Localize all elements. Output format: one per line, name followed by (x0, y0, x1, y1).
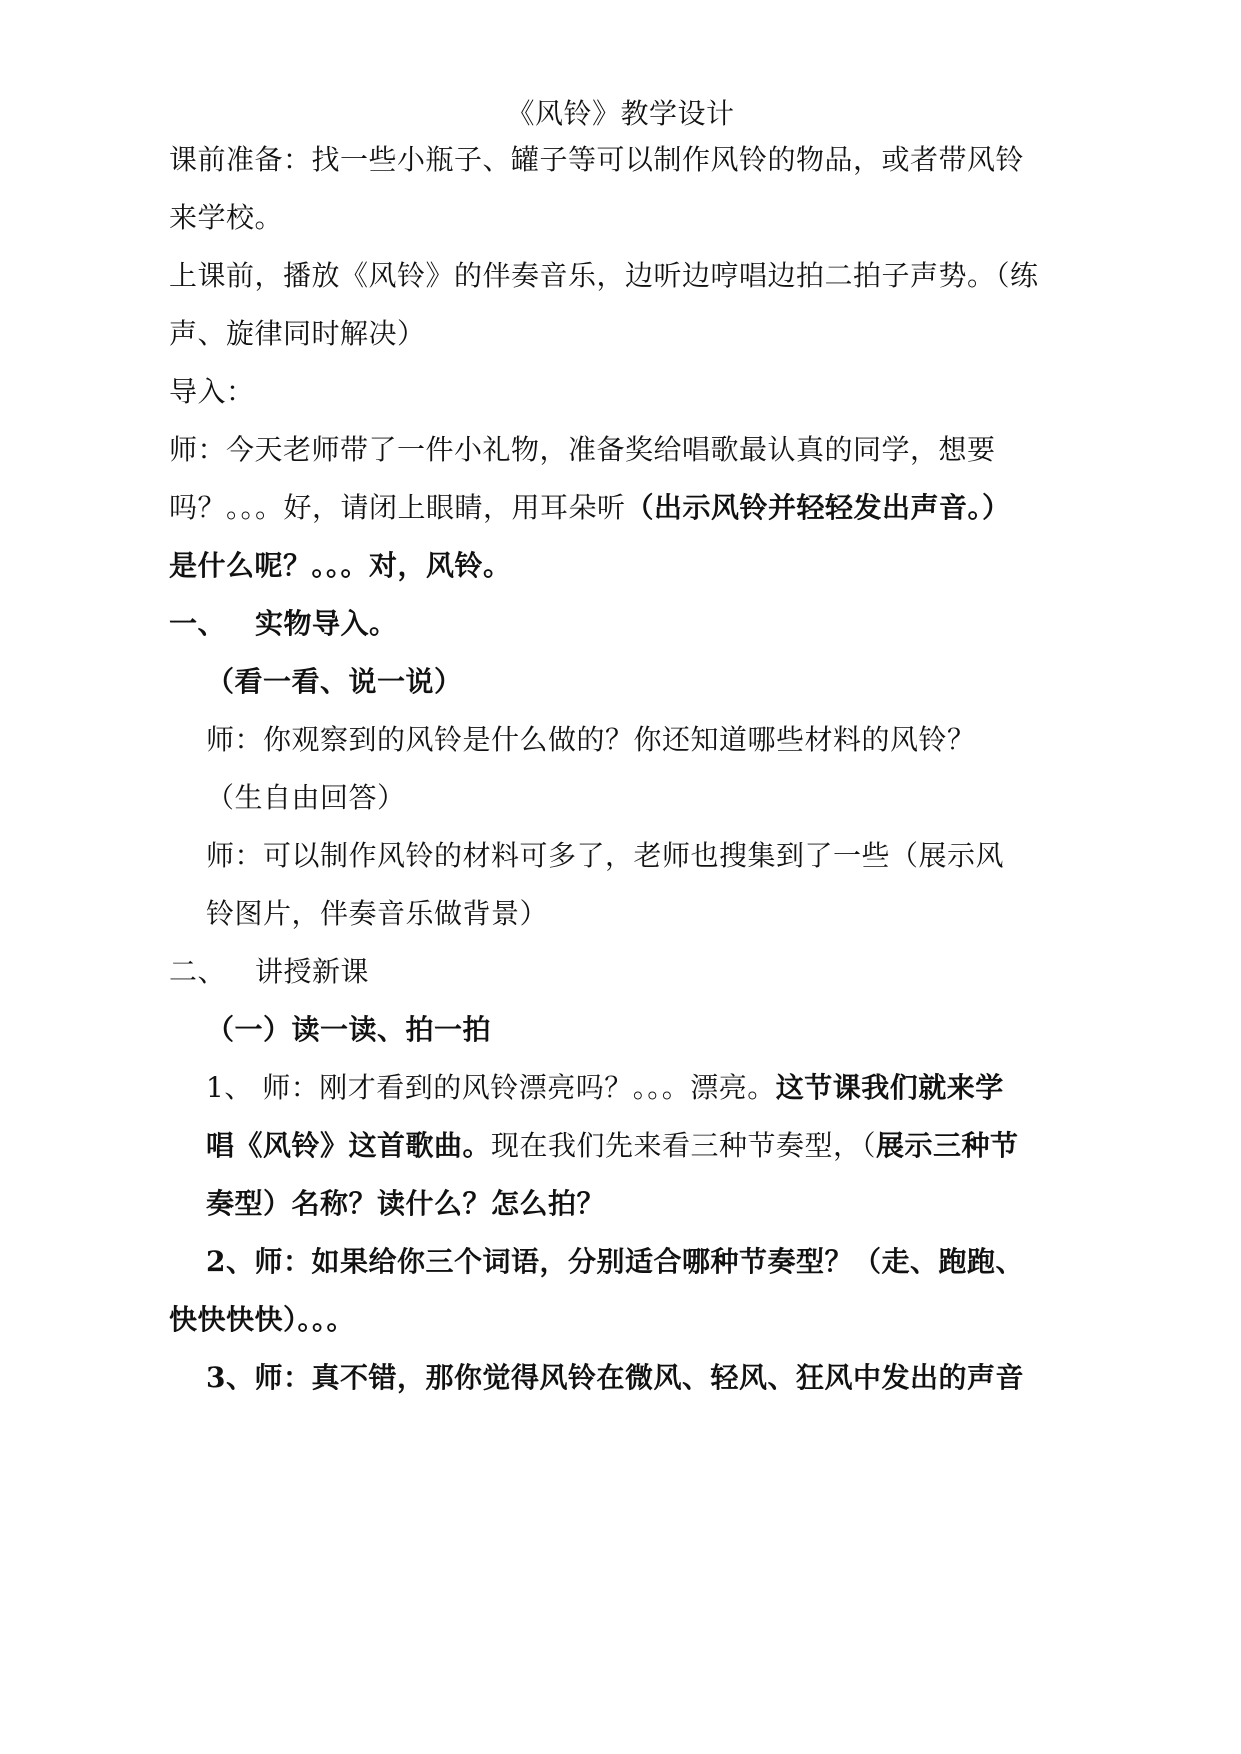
item-1-line-2-text: 现在我们先来看三种节奏型，（ (491, 1129, 877, 1162)
section-2-heading (169, 954, 369, 990)
intro-line-1: 师：今天老师带了一件小礼物，准备奖给唱歌最认真的同学，想要 (169, 433, 996, 466)
item-1-line-3: 奏型）名称？读什么？怎么拍？ (206, 1187, 606, 1220)
section-1-subheading: （看一看、说一说） (206, 665, 463, 698)
before-class-line-2: 声、旋律同时解决） (169, 317, 426, 350)
intro-line-3: 是什么呢？。。。对，风铃。 (169, 549, 512, 582)
page-title: 《风铃》教学设计 (506, 97, 735, 130)
intro-line-2-bold: （出示风铃并轻轻发出声音。） (625, 491, 1011, 524)
item-2-line-1: 2、师：如果给你三个词语，分别适合哪种节奏型？（走、跑跑、 (206, 1245, 1024, 1278)
prep-line-1: 课前准备：找一些小瓶子、罐子等可以制作风铃的物品，或者带风铃 (169, 143, 1025, 176)
intro-line-2-text: 吗？。。。好，请闭上眼睛，用耳朵听 (169, 491, 626, 524)
item-2-line-2: 快快快快）。。。 (169, 1303, 356, 1336)
intro-heading: 导入： (169, 375, 255, 408)
item-1-line-1 (206, 1070, 1004, 1106)
item-1-line-1-text: 1、 师：刚才看到的风铃漂亮吗？。。。漂亮。 (206, 1071, 776, 1104)
item-1-line-2 (206, 1128, 1019, 1164)
section-1-question-1: 师：你观察到的风铃是什么做的？你还知道哪些材料的风铃？ (206, 723, 976, 756)
section-2-subheading: （一）读一读、拍一拍 (206, 1013, 492, 1046)
section-1-heading (169, 606, 398, 642)
item-1-line-2-bold-2: 展示三种节 (876, 1129, 1019, 1162)
section-1-number: 一、 (169, 607, 227, 640)
section-1-title: 实物导入。 (255, 607, 398, 640)
prep-line-2: 来学校。 (169, 201, 284, 234)
section-1-question-2-line-2: 铃图片，伴奏音乐做背景） (206, 897, 549, 930)
section-2-number: 二、 (169, 955, 227, 988)
section-1-answer-1: （生自由回答） (206, 781, 406, 814)
item-1-line-1-bold: 这节课我们就来学 (775, 1071, 1004, 1104)
before-class-line-1: 上课前，播放《风铃》的伴奏音乐，边听边哼唱边拍二拍子声势。（练 (169, 259, 1039, 292)
section-2-title: 讲授新课 (255, 955, 370, 988)
section-1-question-2-line-1: 师：可以制作风铃的材料可多了，老师也搜集到了一些（展示风 (206, 839, 1005, 872)
item-1-line-2-bold: 唱《风铃》这首歌曲。 (206, 1129, 492, 1162)
item-3-line-1: 3、师：真不错，那你觉得风铃在微风、轻风、狂风中发出的声音 (206, 1361, 1024, 1394)
intro-line-2 (169, 490, 1011, 526)
